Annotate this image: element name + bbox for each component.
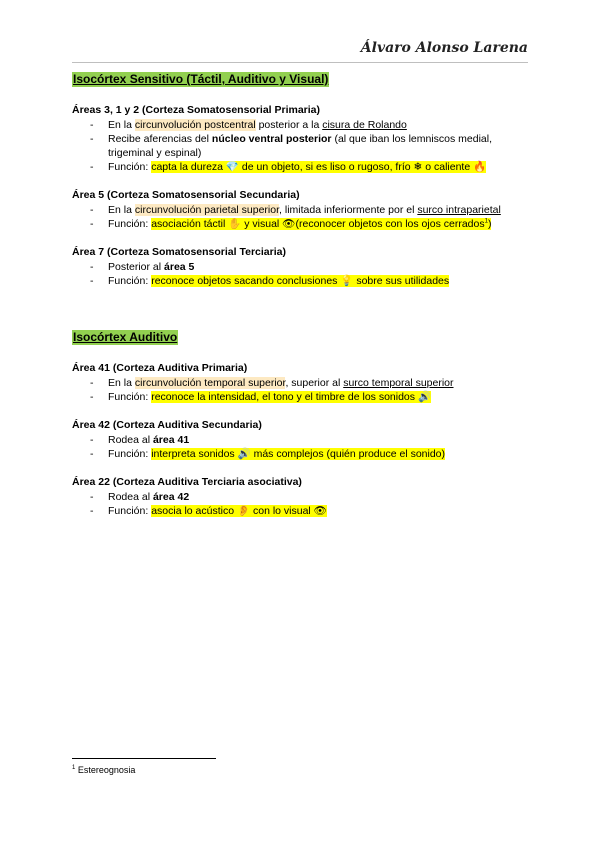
footnote-divider	[72, 758, 216, 759]
area-block	[72, 245, 532, 288]
area-block	[72, 361, 532, 404]
bullet-list	[72, 490, 532, 518]
document-body	[72, 72, 532, 518]
bullet-list	[72, 376, 532, 404]
section-sensitivo	[72, 72, 532, 288]
list-item: - Rodea al área 41	[72, 433, 532, 447]
author-name: Álvaro Alonso Larena	[360, 40, 528, 56]
list-item: - Recibe aferencias del núcleo ventral posterior (al que iban los lemniscos medial, trigeminal y espinal)	[72, 132, 532, 160]
list-item: - Función: asocia lo acústico 👂 con lo visual 👁	[72, 504, 532, 518]
area-title: Áreas 3, 1 y 2 (Corteza Somatosensorial Primaria)	[72, 104, 321, 116]
section-title: Isocórtex Sensitivo (Táctil, Auditivo y Visual)	[73, 72, 329, 86]
area-title: Área 22 (Corteza Auditiva Terciaria asociativa)	[72, 476, 302, 488]
list-item: - En la circunvolución parietal superior, limitada inferiormente por el surco intraparietal	[72, 203, 532, 217]
list-item: - Posterior al área 5	[72, 260, 532, 274]
bullet-list	[72, 118, 532, 174]
area-block	[72, 103, 532, 174]
area-title: Área 7 (Corteza Somatosensorial Terciaria)	[72, 246, 286, 258]
section-auditivo	[72, 330, 532, 518]
list-item: - En la circunvolución temporal superior, superior al surco temporal superior	[72, 376, 532, 390]
area-title: Área 5 (Corteza Somatosensorial Secundaria)	[72, 189, 300, 201]
list-item: - Función: reconoce objetos sacando conclusiones 💡 sobre sus utilidades	[72, 274, 532, 288]
bullet-list	[72, 260, 532, 288]
area-block	[72, 475, 532, 518]
footnote-text: Estereognosia	[77, 765, 136, 775]
area-title: Área 41 (Corteza Auditiva Primaria)	[72, 362, 248, 374]
section-title: Isocórtex Auditivo	[73, 330, 178, 344]
list-item: - En la circunvolución postcentral posterior a la cisura de Rolando	[72, 118, 532, 132]
area-title: Área 42 (Corteza Auditiva Secundaria)	[72, 419, 262, 431]
list-item: - Función: interpreta sonidos 🔊 más complejos (quién produce el sonido)	[72, 447, 532, 461]
bullet-list	[72, 203, 532, 231]
footnote	[72, 765, 135, 775]
footnote-ref[interactable]: 1	[484, 218, 488, 225]
footnote-number: 1	[72, 765, 76, 771]
list-item: - Rodea al área 42	[72, 490, 532, 504]
header-divider	[72, 62, 528, 63]
list-item: - Función: asociación táctil ✋ y visual 👁(reconocer objetos con los ojos cerrados$^1$)	[72, 217, 532, 231]
area-block	[72, 188, 532, 231]
area-block	[72, 418, 532, 461]
list-item: - Función: reconoce la intensidad, el tono y el timbre de los sonidos 🔊	[72, 390, 532, 404]
bullet-list	[72, 433, 532, 461]
list-item: - Función: capta la dureza 💎 de un objeto, si es liso o rugoso, frío ❄ o caliente 🔥	[72, 160, 532, 174]
